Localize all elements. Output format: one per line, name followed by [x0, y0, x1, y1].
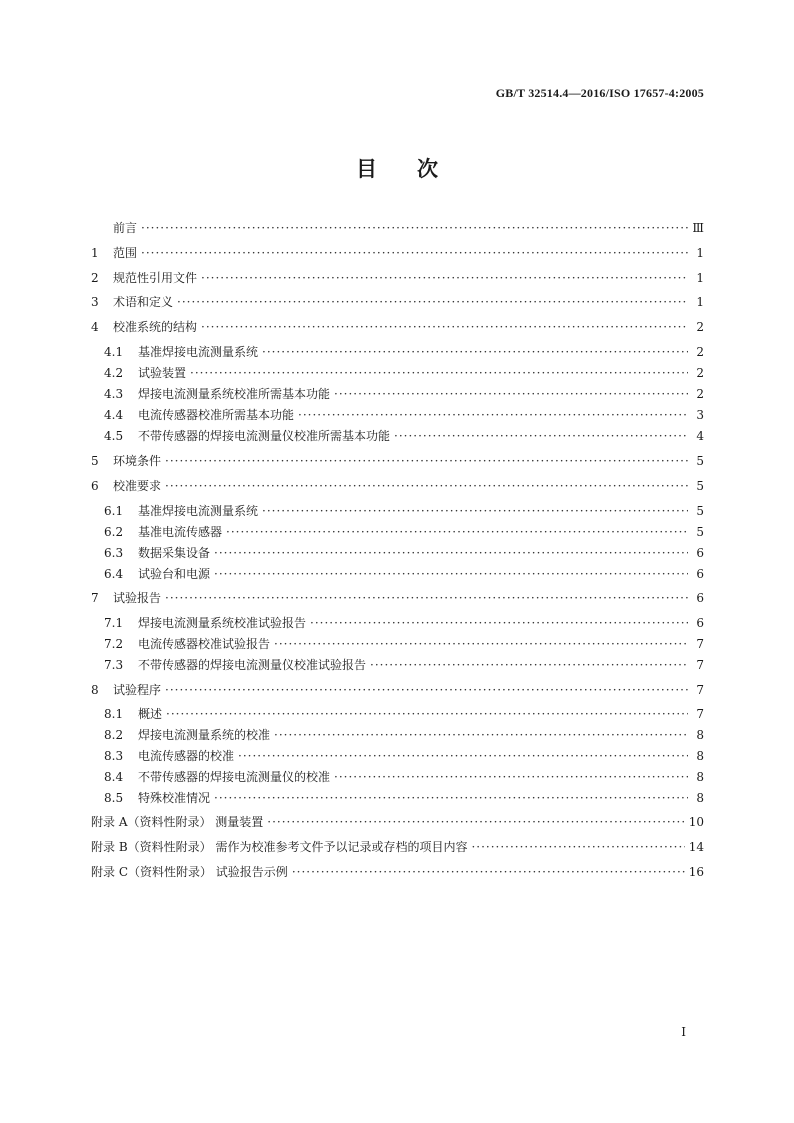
toc-entry[interactable]: [104, 428, 704, 444]
dot-leader: [201, 270, 688, 286]
toc-entry-label: 电流传感器的校准: [138, 749, 235, 763]
toc-entry-number: 6.2: [104, 525, 124, 539]
dot-leader: [165, 682, 688, 698]
toc-entry-number: 8.2: [104, 728, 124, 742]
toc-entry-page: 2: [696, 387, 704, 401]
dot-leader: [166, 706, 688, 722]
toc-entry[interactable]: [91, 864, 704, 880]
toc-entry[interactable]: [91, 319, 704, 335]
toc-entry[interactable]: [91, 270, 704, 286]
toc-entry[interactable]: [104, 615, 704, 631]
standard-code: GB/T 32514.4—2016/ISO 17657-4:2005: [495, 86, 704, 100]
toc-entry-page: 3: [696, 408, 704, 422]
toc-entry-number: 8.5: [104, 791, 124, 805]
dot-leader: [238, 748, 688, 764]
toc-entry-page: 14: [688, 840, 704, 854]
toc-entry-page: 8: [696, 749, 704, 763]
toc-entry-page: 6: [696, 616, 704, 630]
toc-entry-number: 4.1: [104, 345, 124, 359]
toc-entry-page: 2: [696, 345, 704, 359]
toc-entry-number: 4.4: [104, 408, 124, 422]
toc-entry-page: 4: [696, 429, 704, 443]
toc-entry-label: 不带传感器的焊接电流测量仪校准所需基本功能: [138, 429, 391, 443]
toc-entry-label: 试验台和电源: [138, 567, 211, 581]
toc-entry-number: 7: [91, 591, 99, 605]
toc-entry-number: 4.5: [104, 429, 124, 443]
toc-entry[interactable]: [104, 727, 704, 743]
toc-entry-label: 不带传感器的焊接电流测量仪校准试验报告: [138, 658, 367, 672]
toc-entry[interactable]: [91, 814, 704, 830]
dot-leader: [201, 319, 688, 335]
dot-leader: [370, 657, 688, 673]
toc-entry-page: 7: [696, 707, 704, 721]
dot-leader: [274, 636, 688, 652]
dot-leader: [165, 478, 688, 494]
toc-entry-number: 8: [91, 683, 99, 697]
toc-entry-number: 2: [91, 271, 99, 285]
toc-entry-page: 1: [696, 246, 704, 260]
toc-entry-page: 5: [696, 504, 704, 518]
toc-entry-page: Ⅲ: [692, 221, 704, 235]
dot-leader: [214, 545, 688, 561]
toc-entry[interactable]: [104, 545, 704, 561]
toc-entry[interactable]: [104, 748, 704, 764]
toc-entry[interactable]: [104, 657, 704, 673]
toc-entry-label: 前言: [113, 221, 138, 235]
toc-entry-label: 校准系统的结构: [113, 320, 198, 334]
toc-entry[interactable]: [104, 503, 704, 519]
dot-leader: [471, 839, 684, 855]
toc-entry-number: 6: [91, 479, 99, 493]
toc-entry-number: 6.3: [104, 546, 124, 560]
toc-entry-page: 7: [696, 683, 704, 697]
toc-entry-page: 7: [696, 658, 704, 672]
toc-entry-page: 6: [696, 546, 704, 560]
toc-entry-label: 范围: [113, 246, 138, 260]
toc-entry[interactable]: [104, 566, 704, 582]
dot-leader: [214, 790, 688, 806]
toc-entry[interactable]: [104, 636, 704, 652]
toc-entry-label: 试验报告: [113, 591, 162, 605]
toc-entry-page: 6: [696, 567, 704, 581]
dot-leader: [141, 220, 688, 236]
page-number: I: [681, 1025, 686, 1039]
toc-entry[interactable]: [91, 590, 704, 606]
toc-entry-number: 5: [91, 454, 99, 468]
toc-entry-number: 7.1: [104, 616, 124, 630]
toc-entry[interactable]: [91, 682, 704, 698]
toc-entry-label: 附录 A（资料性附录） 测量装置: [91, 815, 264, 829]
toc-entry-page: 8: [696, 791, 704, 805]
toc-entry-label: 环境条件: [113, 454, 162, 468]
page-title: 目次: [356, 156, 478, 181]
toc-entry[interactable]: [104, 407, 704, 423]
toc-entry-page: 5: [696, 525, 704, 539]
toc-entry-label: 规范性引用文件: [113, 271, 198, 285]
toc-entry-page: 8: [696, 728, 704, 742]
dot-leader: [274, 727, 688, 743]
toc-entry-label: 焊接电流测量系统的校准: [138, 728, 271, 742]
dot-leader: [267, 814, 684, 830]
dot-leader: [226, 524, 688, 540]
dot-leader: [165, 453, 688, 469]
dot-leader: [298, 407, 688, 423]
dot-leader: [262, 503, 688, 519]
toc-entry-label: 概述: [138, 707, 163, 721]
toc-entry-label: 校准要求: [113, 479, 162, 493]
toc-entry[interactable]: [104, 344, 704, 360]
toc-entry-label: 术语和定义: [113, 295, 174, 309]
dot-leader: [334, 386, 688, 402]
toc-entry-page: 16: [688, 865, 704, 879]
toc-entry[interactable]: [104, 365, 704, 381]
toc-entry-label: 电流传感器校准试验报告: [138, 637, 271, 651]
toc-entry-number: 4.3: [104, 387, 124, 401]
toc-entry-page: 8: [696, 770, 704, 784]
toc-entry-label: 电流传感器校准所需基本功能: [138, 408, 295, 422]
toc-entry-number: 8.3: [104, 749, 124, 763]
dot-leader: [262, 344, 688, 360]
toc-entry[interactable]: [91, 478, 704, 494]
toc-entry-label: 特殊校准情况: [138, 791, 211, 805]
toc-entry-page: 7: [696, 637, 704, 651]
toc-entry-number: 6.1: [104, 504, 124, 518]
toc-entry-number: 4.2: [104, 366, 124, 380]
dot-leader: [334, 769, 688, 785]
toc-entry-label: 附录 B（资料性附录） 需作为校准参考文件予以记录或存档的项目内容: [91, 840, 468, 854]
toc-entry-page: 2: [696, 366, 704, 380]
toc-entry-label: 基准电流传感器: [138, 525, 223, 539]
toc-entry[interactable]: [91, 453, 704, 469]
toc-entry[interactable]: [104, 386, 704, 402]
toc-entry-page: 6: [696, 591, 704, 605]
toc-entry-page: 10: [688, 815, 704, 829]
dot-leader: [141, 245, 688, 261]
dot-leader: [214, 566, 688, 582]
toc-entry-number: 8.4: [104, 770, 124, 784]
dot-leader: [177, 294, 688, 310]
dot-leader: [394, 428, 688, 444]
toc-entry-page: 5: [696, 479, 704, 493]
dot-leader: [190, 365, 688, 381]
toc-entry-number: 8.1: [104, 707, 124, 721]
toc-entry-label: 焊接电流测量系统校准试验报告: [138, 616, 307, 630]
toc-entry-label: 附录 C（资料性附录） 试验报告示例: [91, 865, 288, 879]
toc-entry[interactable]: [91, 839, 704, 855]
toc-entry-number: 7.3: [104, 658, 124, 672]
dot-leader: [310, 615, 688, 631]
toc-entry-label: 试验装置: [138, 366, 187, 380]
toc-entry-label: 基准焊接电流测量系统: [138, 504, 259, 518]
toc-entry-number: 3: [91, 295, 99, 309]
dot-leader: [165, 590, 688, 606]
toc-entry-label: 焊接电流测量系统校准所需基本功能: [138, 387, 331, 401]
toc-entry-label: 基准焊接电流测量系统: [138, 345, 259, 359]
toc-entry[interactable]: [104, 790, 704, 806]
dot-leader: [292, 864, 685, 880]
toc-entry[interactable]: [91, 220, 704, 236]
toc-entry[interactable]: [104, 769, 704, 785]
toc-entry-label: 不带传感器的焊接电流测量仪的校准: [138, 770, 331, 784]
toc-entry-label: 试验程序: [113, 683, 162, 697]
toc-entry-page: 5: [696, 454, 704, 468]
toc-entry[interactable]: [104, 524, 704, 540]
toc-entry[interactable]: [104, 706, 704, 722]
toc-entry-number: 6.4: [104, 567, 124, 581]
toc-entry-number: 7.2: [104, 637, 124, 651]
toc-entry-page: 2: [696, 320, 704, 334]
toc-entry-page: 1: [696, 271, 704, 285]
toc-entry-number: 1: [91, 246, 99, 260]
toc-entry[interactable]: [91, 245, 704, 261]
toc-entry-page: 1: [696, 295, 704, 309]
toc-entry-number: 4: [91, 320, 99, 334]
toc-entry-label: 数据采集设备: [138, 546, 211, 560]
toc-entry[interactable]: [91, 294, 704, 310]
